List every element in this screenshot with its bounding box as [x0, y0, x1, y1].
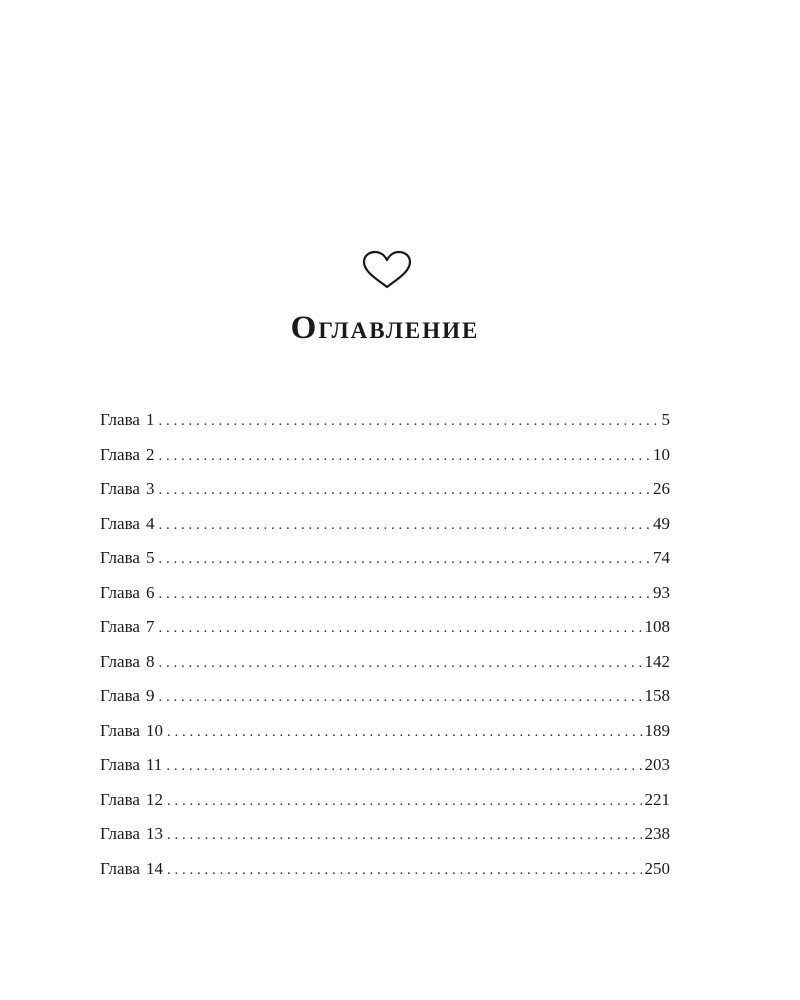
toc-entry-page: 93 — [653, 582, 670, 602]
toc-entry-label: Глава — [100, 651, 140, 671]
toc-entry-page: 10 — [653, 444, 670, 464]
toc-entry-page: 108 — [644, 617, 670, 636]
toc-entry[interactable] — [100, 854, 670, 889]
toc-entry-page: 74 — [653, 548, 670, 567]
dot-leader — [158, 475, 653, 505]
toc-entry[interactable] — [100, 405, 670, 440]
toc-entry-page: 26 — [653, 479, 670, 498]
toc-entry-label: Глава — [100, 548, 140, 567]
toc-entry-label: Глава — [100, 789, 140, 809]
toc-entry-number: 7 — [145, 617, 155, 636]
toc-entry-page: 238 — [644, 824, 670, 843]
dot-leader — [158, 441, 653, 471]
toc-entry-label: Глава — [100, 513, 140, 533]
dot-leader — [158, 648, 644, 678]
toc-entry-number: 4 — [145, 513, 155, 533]
table-of-contents — [100, 405, 670, 888]
toc-entry-number: 6 — [145, 582, 155, 602]
toc-entry[interactable] — [100, 750, 670, 785]
toc-entry-number: 13 — [145, 824, 163, 843]
toc-entry-number: 1 — [145, 410, 155, 429]
toc-entry[interactable] — [100, 716, 670, 751]
dot-leader — [167, 820, 645, 850]
toc-entry-number: 9 — [145, 686, 155, 705]
toc-entry-number: 12 — [145, 789, 163, 809]
toc-entry-label: Глава — [100, 720, 140, 740]
toc-entry-label: Глава — [100, 617, 140, 636]
toc-entry-page: 5 — [661, 410, 670, 429]
toc-entry-label: Глава — [100, 410, 140, 429]
dot-leader — [158, 682, 644, 712]
dot-leader — [158, 579, 653, 609]
heart-outline-icon — [360, 250, 414, 290]
dot-leader — [167, 717, 645, 747]
dot-leader — [158, 406, 661, 436]
toc-entry[interactable] — [100, 785, 670, 820]
toc-entry-number: 14 — [145, 858, 163, 878]
toc-entry-page: 49 — [653, 513, 670, 533]
toc-entry[interactable] — [100, 647, 670, 682]
toc-entry-label: Глава — [100, 444, 140, 464]
toc-entry-page: 142 — [644, 651, 670, 671]
toc-entry[interactable] — [100, 578, 670, 613]
toc-entry-page: 158 — [644, 686, 670, 705]
toc-entry-page: 250 — [644, 858, 670, 878]
dot-leader — [158, 544, 653, 574]
dot-leader — [158, 510, 653, 540]
toc-entry[interactable] — [100, 612, 670, 647]
toc-entry-label: Глава — [100, 755, 140, 774]
toc-entry[interactable] — [100, 474, 670, 509]
toc-entry-label: Глава — [100, 858, 140, 878]
toc-entry[interactable] — [100, 543, 670, 578]
toc-entry-number: 2 — [145, 444, 155, 464]
toc-entry[interactable] — [100, 440, 670, 475]
toc-entry-number: 11 — [145, 755, 163, 774]
toc-entry-number: 10 — [145, 720, 163, 740]
dot-leader — [166, 751, 644, 781]
dot-leader — [167, 786, 645, 816]
toc-entry-number: 8 — [145, 651, 155, 671]
page-title: Оглавление — [290, 310, 480, 346]
toc-entry[interactable] — [100, 819, 670, 854]
toc-entry-page: 189 — [644, 720, 670, 740]
toc-entry-page: 221 — [644, 789, 670, 809]
toc-entry-number: 5 — [145, 548, 155, 567]
toc-entry-number: 3 — [145, 479, 155, 498]
dot-leader — [167, 855, 645, 885]
toc-entry[interactable] — [100, 509, 670, 544]
dot-leader — [158, 613, 644, 643]
toc-entry-label: Глава — [100, 686, 140, 705]
toc-entry-label: Глава — [100, 582, 140, 602]
toc-entry-page: 203 — [644, 755, 670, 774]
toc-entry[interactable] — [100, 681, 670, 716]
toc-entry-label: Глава — [100, 479, 140, 498]
toc-entry-label: Глава — [100, 824, 140, 843]
